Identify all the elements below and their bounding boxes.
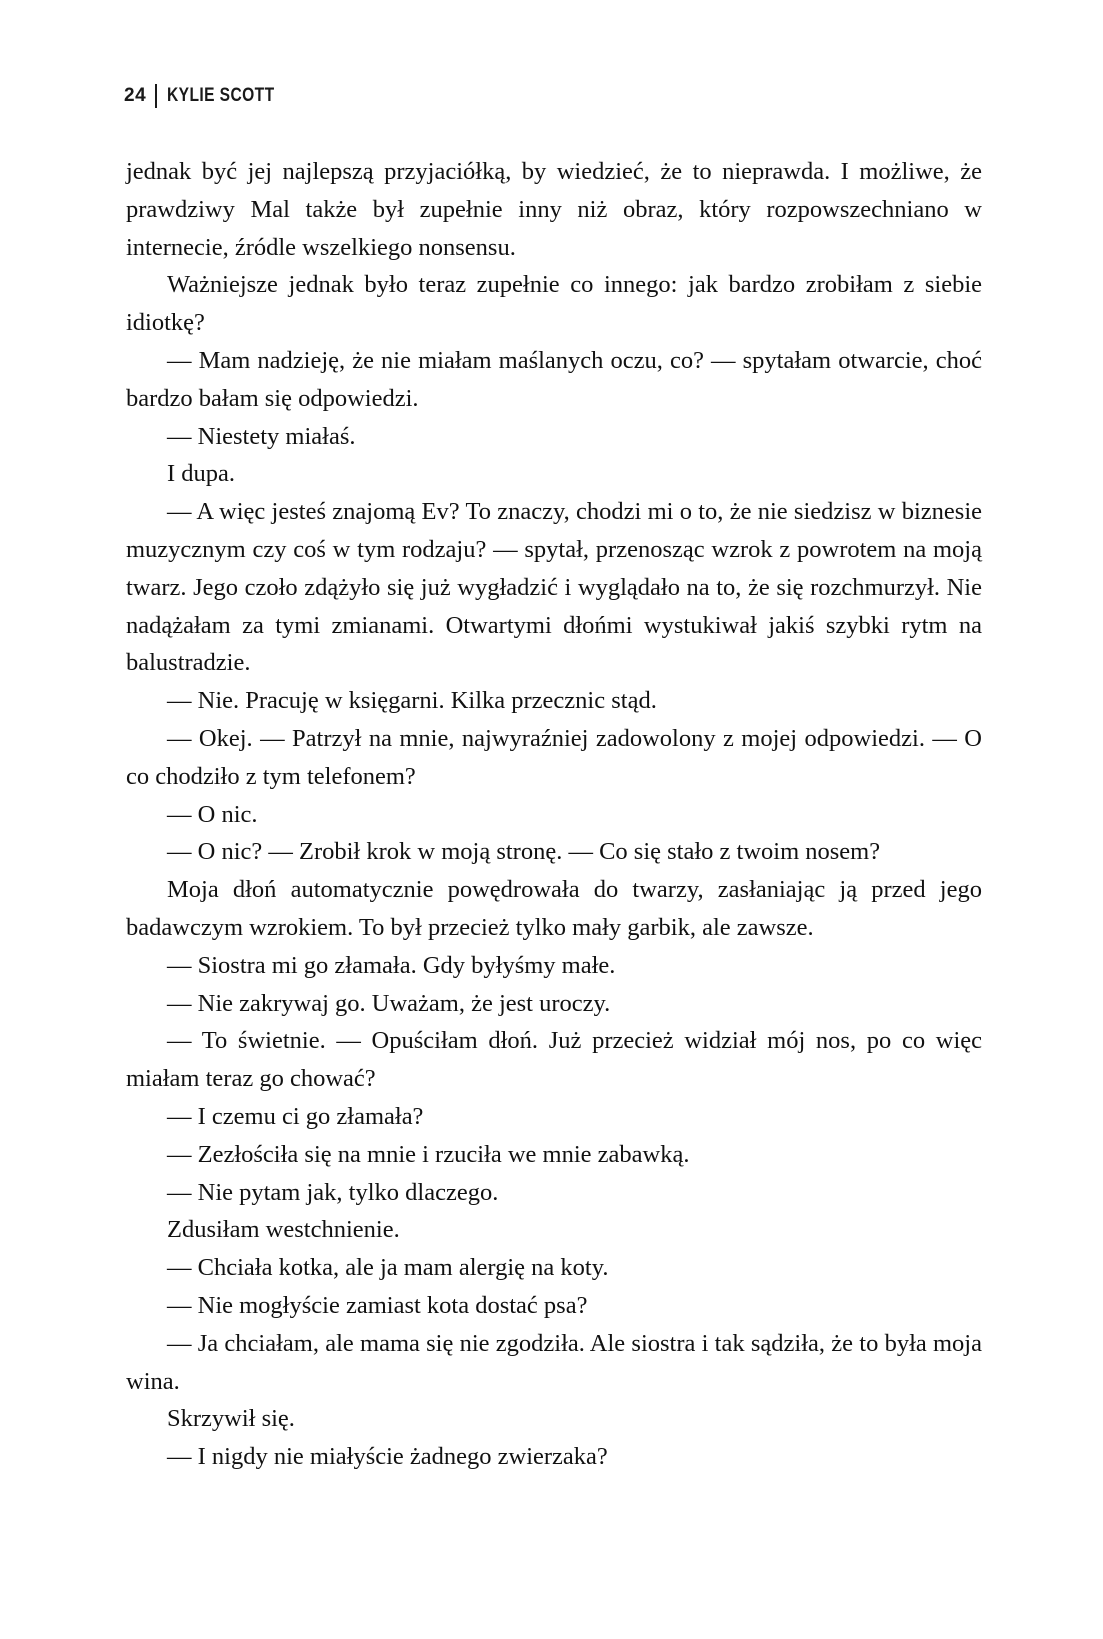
- paragraph: — I czemu ci go złamała?: [167, 1102, 424, 1130]
- paragraph: Skrzywił się.: [167, 1405, 295, 1433]
- paragraph: — O nic? — Zrobił krok w moją stronę. — Co się stało z twoim nosem?: [167, 838, 881, 866]
- paragraph: Moja dłoń automatycznie powędrowała do twarzy, zasłaniając ją przed jego badawczym wzrokiem. To był przecież tylko mały garbik, ale zawsze.: [126, 876, 982, 941]
- body-text: [126, 153, 982, 1476]
- paragraph: — Nie pytam jak, tylko dlaczego.: [167, 1178, 499, 1206]
- paragraph: jednak być jej najlepszą przyjaciółką, by wiedzieć, że to nieprawda. I możliwe, że prawdziwy Mal także był zupełnie inny niż obraz, który rozpowszechniano w internecie, źródle wszelkiego nonsensu.: [126, 158, 982, 261]
- paragraph: — Ja chciałam, ale mama się nie zgodziła. Ale siostra i tak sądziła, że to była moja wina.: [126, 1329, 982, 1395]
- header-separator: [155, 84, 157, 108]
- paragraph: Zdusiłam westchnienie.: [167, 1216, 400, 1244]
- paragraph: — Nie mogłyście zamiast kota dostać psa?: [167, 1291, 588, 1319]
- page-number: 24: [124, 85, 147, 106]
- paragraph: — Okej. — Patrzył na mnie, najwyraźniej zadowolony z mojej odpowiedzi. — O co chodziło z tym telefonem?: [126, 724, 982, 790]
- running-head: [124, 82, 298, 110]
- paragraph: — O nic.: [167, 800, 258, 828]
- paragraph: I dupa.: [167, 460, 236, 488]
- paragraph: — Mam nadzieję, że nie miałam maślanych oczu, co? — spytałam otwarcie, choć bardzo bałam się odpowiedzi.: [126, 346, 982, 412]
- author-name: KYLIE SCOTT: [167, 85, 275, 106]
- paragraph: Ważniejsze jednak było teraz zupełnie co innego: jak bardzo zrobiłam z siebie idiotkę?: [126, 271, 982, 337]
- paragraph: — Chciała kotka, ale ja mam alergię na koty.: [167, 1254, 609, 1282]
- paragraph: — To świetnie. — Opuściłam dłoń. Już przecież widział mój nos, po co więc miałam teraz go chować?: [126, 1027, 982, 1093]
- paragraph: — Nie zakrywaj go. Uważam, że jest uroczy.: [167, 989, 611, 1017]
- paragraph: — A więc jesteś znajomą Ev? To znaczy, chodzi mi o to, że nie siedzisz w biznesie muzycznym czy coś w tym rodzaju? — spytał, przenosząc wzrok z powrotem na moją twarz. Jego czoło zdążyło się już wygładzić i wyglądało na to, że się rozchmurzył. Nie nadążałam za tymi zmianami. Otwartymi dłońmi wystukiwał jakiś szybki rytm na balustradzie.: [126, 498, 982, 677]
- paragraph: — Nie. Pracuję w księgarni. Kilka przecznic stąd.: [167, 687, 657, 715]
- paragraph: — I nigdy nie miałyście żadnego zwierzaka?: [167, 1443, 608, 1471]
- paragraph: — Niestety miałaś.: [167, 422, 356, 450]
- paragraph: — Zezłościła się na mnie i rzuciła we mnie zabawką.: [167, 1140, 690, 1168]
- paragraph: — Siostra mi go złamała. Gdy byłyśmy małe.: [167, 951, 616, 979]
